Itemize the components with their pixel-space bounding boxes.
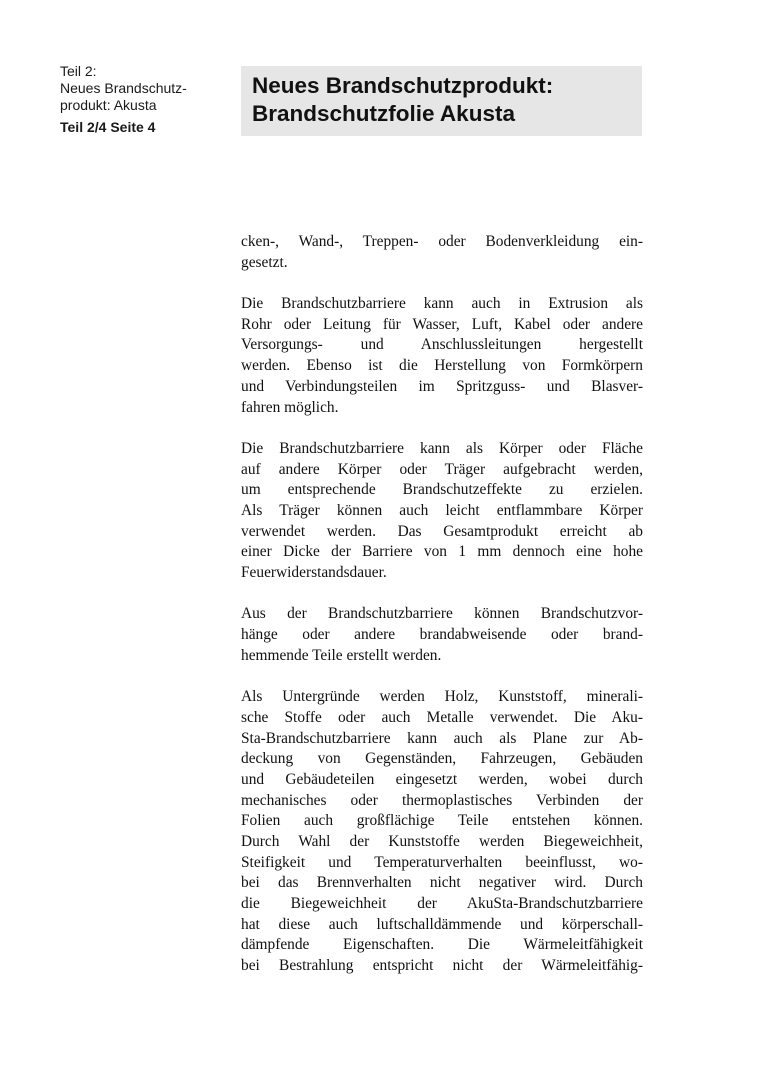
text-line: Folien auch großflächige Teile entstehen können.: [241, 812, 643, 830]
side-header-line: produkt: Akusta: [60, 97, 157, 113]
text-line: bei Bestrahlung entspricht nicht der Wärmeleitfähig-: [241, 957, 643, 975]
text-line: bei das Brennverhalten nicht negativer wird. Durch: [241, 874, 643, 892]
side-header-line: Neues Brandschutz-: [60, 80, 187, 96]
text-line: Durch Wahl der Kunststoffe werden Biegeweichheit,: [241, 832, 643, 850]
text-line: die Biegeweichheit der AkuSta-Brandschutzbarriere: [241, 895, 643, 912]
text-line: Als Träger können auch leicht entflammbare Körper: [241, 501, 643, 519]
text-line: um entsprechende Brandschutzeffekte zu erzielen.: [241, 481, 643, 499]
text-line: hänge oder andere brandabweisende oder brand-: [241, 626, 643, 644]
text-line: hat diese auch luftschalldämmende und körperschall-: [241, 915, 643, 933]
text-line: Feuerwiderstandsdauer.: [241, 564, 387, 581]
text-line: Die Brandschutzbarriere kann auch in Extrusion als: [241, 295, 643, 313]
text-line: Die Brandschutzbarriere kann als Körper oder Fläche: [241, 439, 643, 457]
text-line: fahren möglich.: [241, 398, 339, 416]
body-text: [241, 232, 643, 997]
text-line: und Verbindungsteilen im Spritzguss- und Blasver-: [241, 377, 643, 395]
page-title-line: Brandschutzfolie Akusta: [252, 101, 515, 126]
text-line: Aus der Brandschutzbarriere können Brandschutzvor-: [241, 605, 643, 623]
section-reference: Teil 2/4 Seite 4: [60, 119, 156, 135]
text-line: cken-, Wand-, Treppen- oder Bodenverkleidung ein-: [241, 233, 643, 250]
side-header: [60, 63, 230, 136]
text-line: werden. Ebenso ist die Herstellung von Formkörpern: [241, 357, 643, 375]
text-line: Sta-Brandschutzbarriere kann auch als Plane zur Ab-: [241, 729, 643, 747]
text-line: dämpfende Eigenschaften. Die Wärmeleitfähigkeit: [241, 936, 643, 954]
paragraph: [241, 687, 643, 977]
paragraph: [241, 604, 643, 666]
text-line: einer Dicke der Barriere von 1 mm dennoch eine hohe: [241, 543, 643, 561]
page-title-box: [241, 66, 642, 136]
text-line: mechanisches oder thermoplastisches Verbinden der: [241, 791, 643, 809]
text-line: Als Untergründe werden Holz, Kunststoff, minerali-: [241, 688, 643, 706]
text-line: verwendet werden. Das Gesamtprodukt erreicht ab: [241, 522, 643, 540]
text-line: auf andere Körper oder Träger aufgebracht werden,: [241, 460, 643, 478]
text-line: Steifigkeit und Temperaturverhalten beeinflusst, wo-: [241, 853, 643, 871]
text-line: deckung von Gegenständen, Fahrzeugen, Gebäuden: [241, 750, 643, 768]
text-line: gesetzt.: [241, 253, 288, 271]
paragraph: [241, 439, 643, 584]
text-line: Rohr oder Leitung für Wasser, Luft, Kabel oder andere: [241, 315, 643, 333]
paragraph: [241, 294, 643, 418]
text-line: und Gebäudeteilen eingesetzt werden, wobei durch: [241, 770, 643, 788]
text-line: sche Stoffe oder auch Metalle verwendet. Die Aku-: [241, 708, 643, 726]
side-header-line: Teil 2:: [60, 63, 97, 79]
text-line: Versorgungs- und Anschlussleitungen hergestellt: [241, 336, 643, 354]
text-line: hemmende Teile erstellt werden.: [241, 646, 442, 664]
page-title-line: Neues Brandschutzprodukt:: [252, 73, 554, 98]
paragraph: [241, 232, 643, 273]
